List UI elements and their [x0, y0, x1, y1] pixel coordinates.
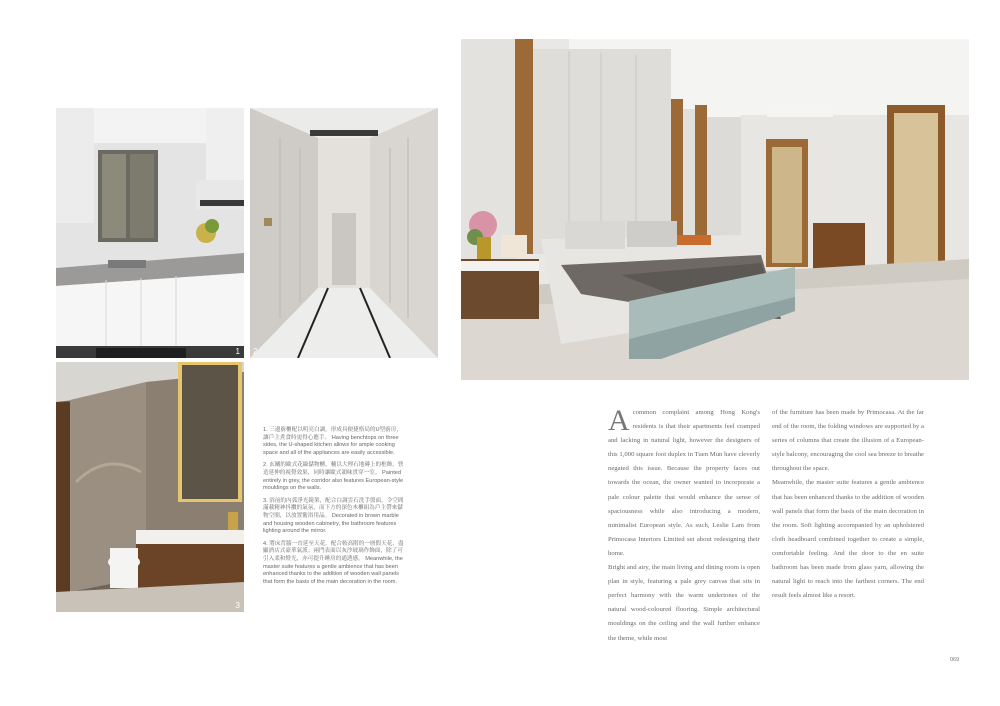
corridor-photo [250, 108, 438, 358]
caption-3 [263, 498, 405, 536]
caption-zh: 1. 三邊廚櫃配以明亮白調，形成具便捷格局的U型廚房，讓戶主煮食時更得心應手。 [263, 427, 402, 441]
article-column-1 [608, 406, 760, 646]
caption-zh: 4. 將床背牆一直延至天花，配合較高階的一層假天花，盡顯酒店式豪華氣派；兩門表面以灰沙玻璃作飾面，除了可引入柔和燈光，亦可提升睡房的通透感。 [263, 540, 404, 562]
caption-en: Painted entirely in grey, the corridor also features European-style mouldings on the walls. [263, 469, 404, 492]
caption-zh: 3. 浴前的內弧淨光鏡架，配合白調雲石洗手盤面，令空間滿載精神抖擻的氣氛，而下方的深色木櫃組為戶主帶來儲物空間，以放置衛浴用品。 [263, 497, 404, 519]
page-number: 069 [950, 657, 960, 663]
article-column-2 [772, 406, 924, 603]
article-paragraph: Bright and airy, the main living and dining room is open plan in style, featuring a pale grey canvas that sits in perfect harmony with the warm undertones of the natural wood-coloured flooring. Simple architectural mouldings on the ceiling and the wall further enhance the theme, while most [608, 564, 760, 642]
caption-en: Meanwhile, the master suite features a gentle ambience that has been enhanced thanks to the addition of wooden wall panels that form the basis of the main decoration in the room. [263, 555, 403, 585]
article-paragraph: of the furniture has been made by Primocasa. At the far end of the room, the folding windows are supported by a series of columns that create the illusion of a European-style balcony, encouraging the cool sea breeze to breathe throughout the space. [772, 409, 925, 473]
photo-number: 3 [235, 601, 240, 610]
photo-number: 1 [235, 347, 240, 356]
caption-4 [263, 541, 405, 587]
article-paragraph: Meanwhile, the master suite features a gentle ambience that has been enhanced thanks to the addition of wooden wall panels that form the basis of the main decoration in the room. Soft lighting accompanied by an upholstered cloth headboard combined together to create a simple, comfortable feeling. And the door to the en suite bathroom has been made from glass yarn, allowing the natural light to reach into the farthest corners. The end result feels almost like a resort. [772, 479, 924, 600]
caption-zh: 2. 玄關的歐式花線儲物櫃，輔以大理石地磚上的框飾，營造延伸的視覺效果，同時讓歐式韻味貫穿一室。 [263, 462, 404, 476]
caption-en: Having benchtops on three sides, the U-shaped kitchen allows for ample cooking space and all of the appliances are easily accessible. [263, 434, 399, 456]
kitchen-photo [56, 108, 244, 358]
bathroom-photo [56, 362, 244, 612]
bedroom-photo [461, 39, 969, 380]
paragraph-text: common complaint among Hong Kong's residents is that their apartments feel cramped and lacking in natural light, however the designers of this 1,000 square foot duplex in Tuen Mun have cleverly negated this issue. Because the property faces out towards the ocean, the owner wanted to incorporate a pale colour palette that would enhance the sense of spaciousness while also introducing a modern, minimalist European style. As such, Leslie Lam from Primocasa Interiors Limited set about redesigning their home. [608, 409, 760, 557]
photo-captions [263, 427, 405, 591]
caption-en: Decorated in brown marble and housing wooden cabinetry, the bathroom features lighting around the mirror. [263, 512, 399, 535]
photo-number: 2 [253, 347, 258, 356]
caption-2 [263, 462, 405, 492]
drop-cap: A [608, 404, 630, 437]
article-paragraph [608, 406, 760, 561]
caption-1 [263, 427, 405, 457]
